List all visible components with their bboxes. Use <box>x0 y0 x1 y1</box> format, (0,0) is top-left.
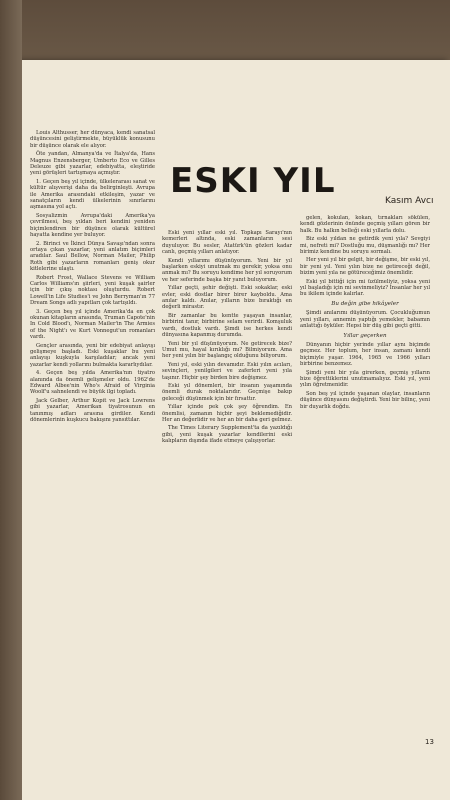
paragraph: Şimdi anılarımı düşünüyorum. Çocukluğumun yeni yılları, annemin yaptığı yemekler, babamın anlattığı öyküler. Hepsi bir düş gibi geçti gitti. <box>300 310 430 330</box>
paragraph: 4. Geçen beş yılda Amerika'nın tiyatro alanında da önemli gelişmeler oldu. 1962'de Edward Albee'nin Who's Afraid of Virginia Woolf'u sahnelendi ve büyük ilgi topladı. <box>30 370 155 396</box>
paragraph: Yıllar içinde pek çok şey öğrendim. En önemlisi, zamanın hiçbir şeyi beklemediğidir. Her an değerlidir ve her an bir daha geri gelmez. <box>162 404 292 423</box>
text-column-left <box>30 130 155 760</box>
paragraph: Bir zamanlar bu kentte yaşayan insanlar, birbirini tanır, birbirine selam verirdi. Komşuluk vardı, dostluk vardı. Şimdi ise herkes kendi dünyasına kapanmış durumda. <box>162 312 292 339</box>
paragraph: Yeni bir yıl düşünüyorum. Ne getirecek bize? Umut mu, hayal kırıklığı mı? Bilmiyorum. Ama her yeni yılın bir başlangıç olduğunu biliyorum. <box>162 340 292 360</box>
paragraph: The Times Literary Supplement'ta da yazıldığı gibi, yeni kuşak yazarlar kendilerini eski kalıpların dışında ifade etmeye çalışıyorlar. <box>162 425 292 445</box>
paragraph: Biz eski yıldan ne getirdik yeni yıla? Sevgiyi mi, nefreti mi? Dostluğu mu, düşmanlığı mı? Her birimiz kendine bu soruyu sormalı. <box>300 236 430 256</box>
paragraph: Her yeni yıl bir gelgit, bir değişme, bir eski yıl, bir yeni yıl. Yeni yılın bize ne getireceği değil, bizim yeni yıla ne götüreceğimiz önemlidir. <box>300 257 430 277</box>
subheading: Bu değin gibe hikâyeler <box>331 300 399 307</box>
paragraph: 1. Geçen beş yıl içinde, ülkelerarası sanat ve kültür alışverişi daha da belirginleşti. Avrupa ile Amerika arasındaki etkileşim, yazar ve sanatçıların kendi ülkelerinin sınırlarını aşmasına yol açtı. <box>30 178 155 211</box>
article-title: ESKI YIL <box>170 161 336 201</box>
magazine-page <box>10 60 450 800</box>
previous-page-edge <box>0 0 22 800</box>
paragraph: Sosyalizmin Avrupa'daki Amerika'ya çevrilmesi, beş yıldan beri kendini yeniden biçimlendiren bir düşünce olarak kültürel hayatta kendine yer buluyor. <box>30 212 155 239</box>
paragraph: Eski yeni yıllar eski yıl. Topkapı Sarayı'nın kemerleri altında, eski zamanların sesi duyuluyor. Bu sesler, Atatürk'ün gözleri kadar canlı, geçmiş yılları anlatıyor. <box>162 230 292 256</box>
text-column-right <box>300 215 430 800</box>
paragraph: gelen, kokulan, kokan, tırnakları sökülen, kendi gözlerinin önünde geçmiş yılları gören bir halk. Bu halkın belleği eski yıllarla dolu. <box>300 215 430 234</box>
paragraph: Eski yıl dönemleri, bir insanın yaşamında önemli durak noktalarıdır. Geçmişe bakıp geleceği düşünmek için bir fırsattır. <box>162 382 292 402</box>
paragraph: 3. Geçen beş yıl içinde Amerika'da en çok okunan kitapların arasında, Truman Capote'nin In Cold Blood'ı, Norman Mailer'in The Armies of the Night'ı ve Kurt Vonnegut'un romanları vardı. <box>30 308 155 341</box>
paragraph: Louis Althusser, her dünyaca, kendi sanatsal düşüncesini geliştirmekte, büyüklük konusunu bir düşünce olarak ele alıyor. <box>30 130 155 149</box>
paragraph: Gençler arasında, yeni bir edebiyat anlayışı gelişmeye başladı. Eski kuşaklar bu yeni anlayışı kuşkuyla karşıladılar; ancak yeni yazarlar kendi yollarını bulmakta kararlıydılar. <box>30 342 155 368</box>
paragraph: Son beş yıl içinde yaşanan olaylar, insanların düşünce dünyasını değiştirdi. Yeni bir bilinç, yeni bir duyarlık doğdu. <box>300 390 430 410</box>
paragraph: Kendi yıllarımı düşünüyorum. Yeni bir yıl başlarken eskiyi unutmak mı gerekir, yoksa onu anmak mı? Bu soruyu kendime her yıl soruyorum ve her seferinde başka bir yanıt buluyorum. <box>162 257 292 283</box>
paragraph: Jack Gelber, Arthur Kopit ve Jack Lowrens gibi yazarlar, Amerikan tiyatrosunun en tanınmış adları arasına girdiler. Kendi dönemlerinin kuşkucu bakışını yansıttılar. <box>30 397 155 424</box>
text-column-middle <box>162 230 292 800</box>
paragraph: Yıllar geçti, şehir değişti. Eski sokaklar, eski evler, eski dostlar birer birer kayboldu. Ama anılar kaldı. Anılar, yılların bize bıraktığı en değerli mirastır. <box>162 285 292 311</box>
paragraph: Eski yıl bittiği için mi üzülmeliyiz, yoksa yeni yıl başladığı için mi sevinmeliyiz? İnsanlar her yıl bu ikilem içinde kalırlar. <box>300 278 430 298</box>
page-number: 13 <box>425 738 434 746</box>
paragraph: Şimdi yeni bir yıla girerken, geçmiş yılların bize öğrettiklerini unutmamalıyız. Eski yıl, yeni yılın öğretmenidir. <box>300 369 430 389</box>
paragraph: Robert Frost, Wallace Stevens ve William Carlos Williams'ın şiirleri, yeni kuşak şairler için bir çıkış noktası oluşturdu. Robert Lowell'in Life Studies'i ve John Berryman'ın 77 Dream Songs adlı yapıtları çok tartışıldı. <box>30 274 155 307</box>
paragraph: Dünyanın hiçbir yerinde yıllar aynı biçimde geçmez. Her toplum, her insan, zamanı kendi biçimiyle yaşar. 1964, 1965 ve 1966 yılları birbirine benzemez. <box>300 341 430 368</box>
subheading: Yıllar geçerken <box>343 332 387 339</box>
paragraph: Yeni yıl, eski yılın devamıdır. Eski yılın acıları, sevinçleri, yenilgileri ve zaferleri yeni yıla taşınır. Hiçbir şey birden bire değişmez. <box>162 361 292 381</box>
paragraph: 2. Birinci ve İkinci Dünya Savaşı'ndan sonra ortaya çıkan yazarlar, yeni anlatım biçimleri aradılar. Saul Bellow, Norman Mailer, Philip Roth gibi yazarların romanları geniş okur kitlelerine ulaştı. <box>30 240 155 273</box>
paragraph: Öte yandan, Almanya'da ve İtalya'da, Hans Magnus Enzensberger, Umberto Eco ve Gilles Deleuze gibi yazarlar, edebiyatta, eleştiride yeni görüşleri tartışmaya açmıştır. <box>30 151 155 177</box>
article-author: Kasım Avcı <box>385 196 434 206</box>
